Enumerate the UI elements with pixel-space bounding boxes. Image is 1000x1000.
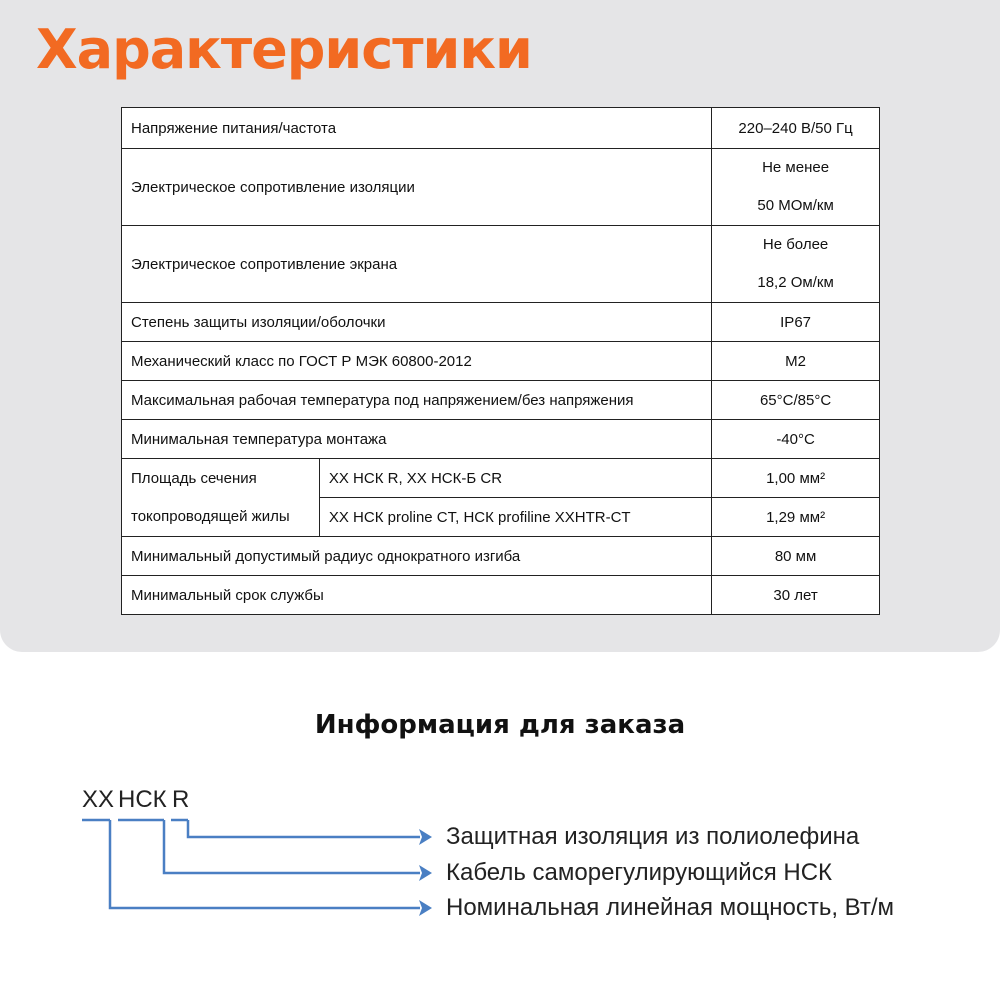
spec-label: Степень защиты изоляции/оболочки [122,303,712,342]
spec-value: 30 лет [712,576,880,615]
spec-value: 65°С/85°С [712,381,880,420]
connector-cable-type [164,820,420,873]
legend-cable-type: Кабель саморегулирующийся НСК [446,859,833,886]
spec-label: Механический класс по ГОСТ Р МЭК 60800-2012 [122,342,712,381]
code-part-power: XX [82,786,115,813]
legend-insulation: Защитная изоляция из полиолефина [446,823,860,850]
page-title: Характеристики [36,18,532,81]
spec-label: Минимальный срок службы [122,576,712,615]
spec-label: Минимальный допустимый радиус однократного изгиба [122,537,712,576]
spec-value-line: Не менее [762,159,830,176]
spec-value: IP67 [712,303,880,342]
arrow-head-icon [419,829,432,845]
spec-value-line: 18,2 Ом/км [757,274,834,291]
code-part-cable-type: НСК [118,786,167,813]
spec-value-line: 50 МОм/км [757,197,834,214]
spec-value-line: Не более [762,236,829,253]
spec-label: Электрическое сопротивление изоляции [122,149,712,226]
spec-label: Электрическое сопротивление экрана [122,226,712,303]
spec-label-line: токопроводящей жилы [131,507,290,525]
connector-power [110,820,420,908]
spec-label-line: Площадь сечения [131,469,257,487]
spec-label: Максимальная рабочая температура под напряжением/без напряжения [122,381,712,420]
spec-value: 1,00 мм² [712,459,880,498]
code-part-insulation: R [172,786,190,813]
spec-value: 220–240 В/50 Гц [712,108,880,149]
spec-value: M2 [712,342,880,381]
spec-label: Минимальная температура монтажа [122,420,712,459]
spec-model: XX НСК proline CT, НСК profiline XXHTR-CT [319,498,711,537]
spec-value: -40°С [712,420,880,459]
arrow-head-icon [419,900,432,916]
arrow-head-icon [419,865,432,881]
order-info-title: Информация для заказа [314,710,686,740]
spec-model: XX НСК R, XX НСК-Б CR [319,459,711,498]
connector-insulation [188,820,420,837]
spec-value: 80 мм [712,537,880,576]
spec-value: 1,29 мм² [712,498,880,537]
spec-label: Напряжение питания/частота [122,108,712,149]
legend-power: Номинальная линейная мощность, Вт/м [446,894,895,921]
